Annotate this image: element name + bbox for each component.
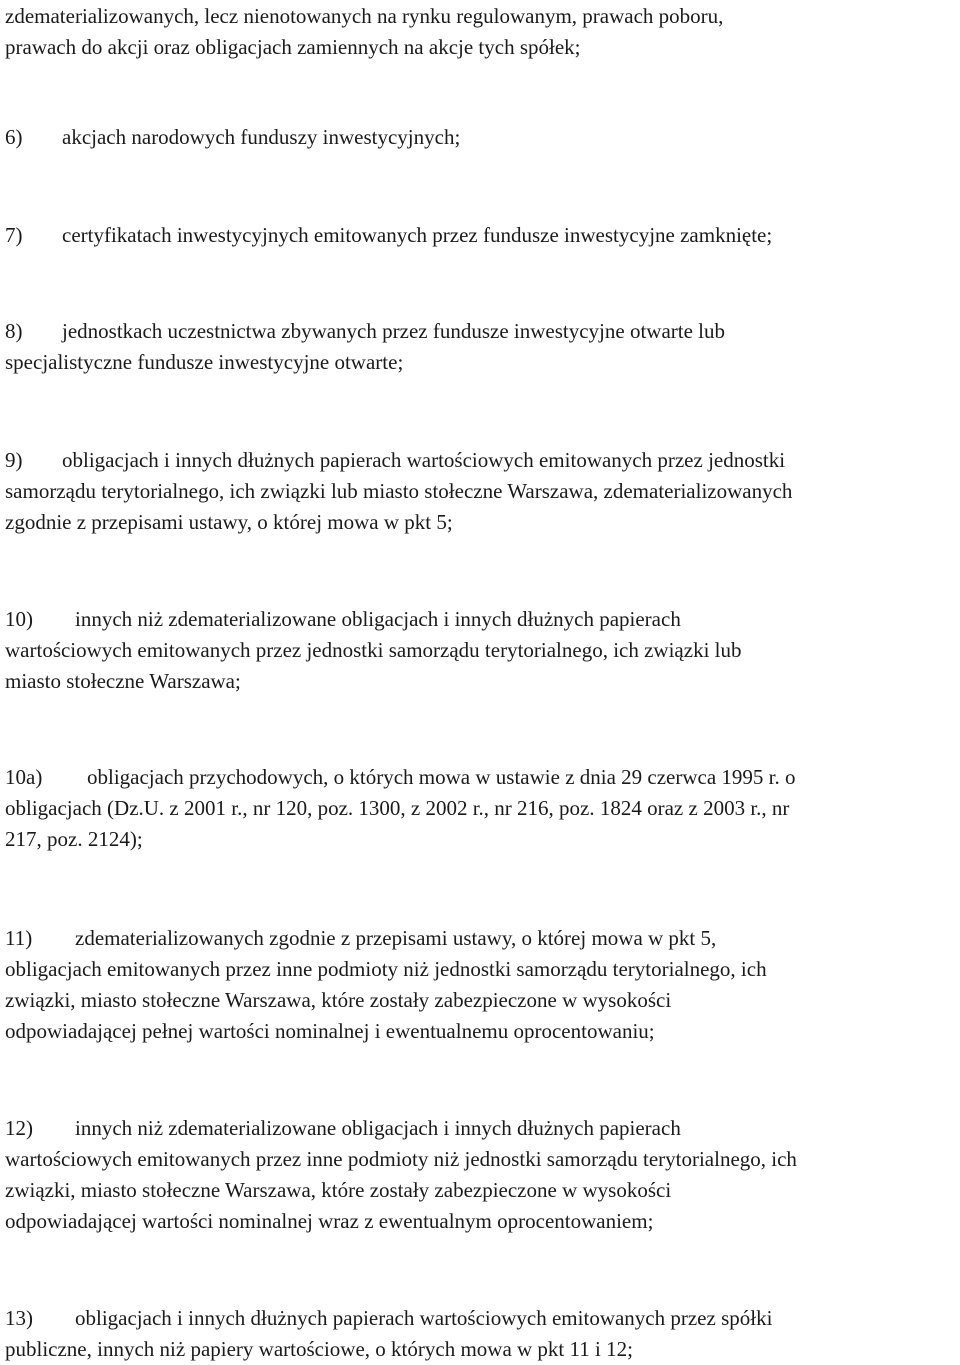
item-line	[5, 923, 960, 954]
item-line: miasto stołeczne Warszawa;	[5, 669, 241, 693]
item-text: innych niż zdematerializowane obligacjach i innych dłużnych papierach	[75, 1116, 681, 1140]
item-number: 10)	[5, 607, 33, 631]
item-text: obligacjach i innych dłużnych papierach wartościowych emitowanych przez jednostki	[62, 448, 786, 472]
item-line	[5, 445, 960, 476]
item-number: 6)	[5, 125, 23, 149]
item-line: związki, miasto stołeczne Warszawa, które zostały zabezpieczone w wysokości	[5, 988, 672, 1012]
item-text: certyfikatach inwestycyjnych emitowanych przez fundusze inwestycyjne zamknięte;	[62, 223, 773, 247]
list-item-12	[5, 1113, 960, 1237]
item-line	[5, 316, 960, 347]
item-line: zgodnie z przepisami ustawy, o której mowa w pkt 5;	[5, 510, 453, 534]
list-item-10a	[5, 762, 960, 855]
item-number: 7)	[5, 223, 23, 247]
item-line	[5, 762, 960, 793]
item-line: publiczne, innych niż papiery wartościowe, o których mowa w pkt 11 i 12;	[5, 1337, 633, 1361]
item-line: odpowiadającej wartości nominalnej wraz z ewentualnym oprocentowaniem;	[5, 1209, 654, 1233]
list-item-13	[5, 1303, 960, 1365]
item-text: obligacjach przychodowych, o których mowa w ustawie z dnia 29 czerwca 1995 r. o	[87, 765, 796, 789]
intro-line: prawach do akcji oraz obligacjach zamiennych na akcje tych spółek;	[5, 35, 581, 59]
list-item-8	[5, 316, 960, 378]
item-text: zdematerializowanych zgodnie z przepisami ustawy, o której mowa w pkt 5,	[75, 926, 717, 950]
item-text: innych niż zdematerializowane obligacjach i innych dłużnych papierach	[75, 607, 681, 631]
list-item-9	[5, 445, 960, 538]
list-item-7	[5, 220, 960, 251]
item-number: 8)	[5, 319, 23, 343]
item-line	[5, 604, 960, 635]
item-text: obligacjach i innych dłużnych papierach wartościowych emitowanych przez spółki	[75, 1306, 773, 1330]
item-line: specjalistyczne fundusze inwestycyjne otwarte;	[5, 350, 404, 374]
item-line	[5, 1113, 960, 1144]
list-item-11	[5, 923, 960, 1047]
item-line: wartościowych emitowanych przez jednostki samorządu terytorialnego, ich związki lub	[5, 638, 742, 662]
list-item-6	[5, 122, 960, 153]
item-line	[5, 122, 960, 153]
item-number: 10a)	[5, 765, 43, 789]
item-text: jednostkach uczestnictwa zbywanych przez fundusze inwestycyjne otwarte lub	[62, 319, 725, 343]
item-number: 12)	[5, 1116, 33, 1140]
item-number: 9)	[5, 448, 23, 472]
item-line	[5, 220, 960, 251]
intro-paragraph	[5, 1, 960, 63]
item-number: 11)	[5, 926, 33, 950]
item-line: obligacjach (Dz.U. z 2001 r., nr 120, poz. 1300, z 2002 r., nr 216, poz. 1824 oraz z 2003 r., nr	[5, 796, 790, 820]
item-line: obligacjach emitowanych przez inne podmioty niż jednostki samorządu terytorialnego, ich	[5, 957, 767, 981]
item-line: 217, poz. 2124);	[5, 827, 143, 851]
item-line: związki, miasto stołeczne Warszawa, które zostały zabezpieczone w wysokości	[5, 1178, 672, 1202]
item-line: wartościowych emitowanych przez inne podmioty niż jednostki samorządu terytorialnego, ich	[5, 1147, 797, 1171]
list-item-10	[5, 604, 960, 697]
item-text: akcjach narodowych funduszy inwestycyjnych;	[62, 125, 461, 149]
intro-line: zdematerializowanych, lecz nienotowanych na rynku regulowanym, prawach poboru,	[5, 4, 724, 28]
item-line: samorządu terytorialnego, ich związki lub miasto stołeczne Warszawa, zdematerializowanych	[5, 479, 793, 503]
item-line	[5, 1303, 960, 1334]
item-number: 13)	[5, 1306, 33, 1330]
item-line: odpowiadającej pełnej wartości nominalnej i ewentualnemu oprocentowaniu;	[5, 1019, 655, 1043]
